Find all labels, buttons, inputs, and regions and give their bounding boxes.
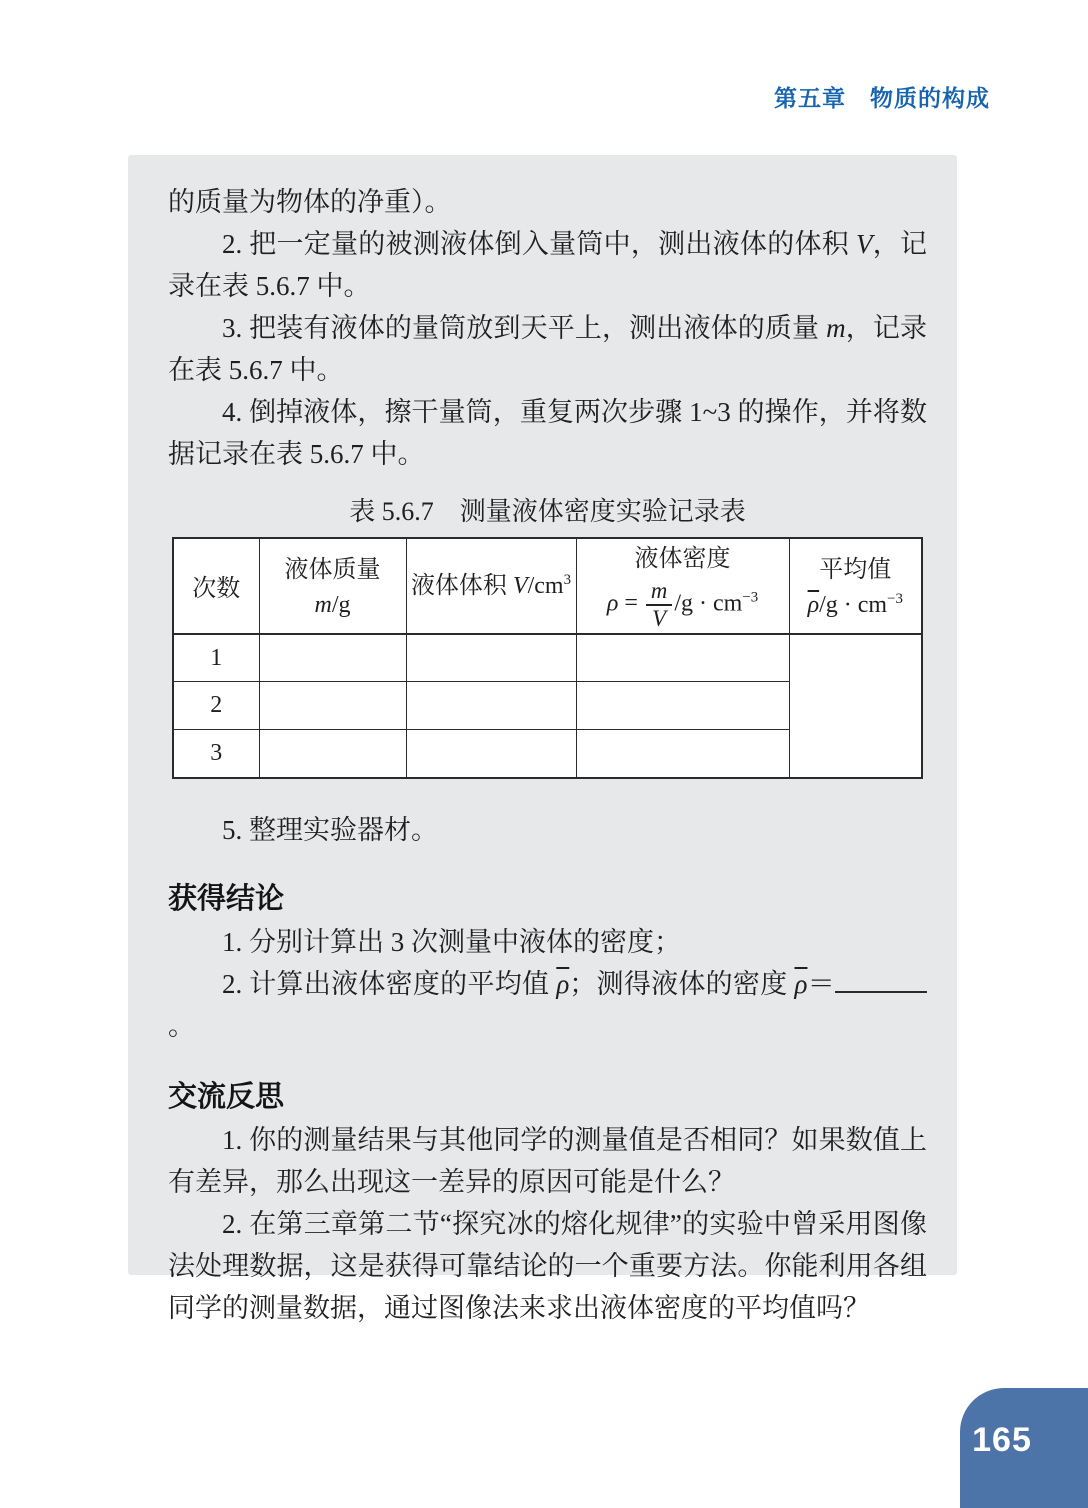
table-row-1 xyxy=(173,634,922,682)
header-volume-formula xyxy=(411,568,572,604)
conclusion-item-2 xyxy=(168,963,927,1047)
step-2-text-end: ，记录在表 5.6.7 中。 xyxy=(168,229,928,301)
rho-bar-symbol: $\overline{\rho}$ xyxy=(794,968,808,999)
chapter-header: 第五章 物质的构成 xyxy=(774,85,990,111)
reflection-item-2: 2. 在第三章第二节“探究冰的熔化规律”的实验中曾采用图像法处理数据，这是获得可靠结论的一个重要方法。你能利用各组同学的测量数据，通过图像法来求出液体密度的平均值吗？ xyxy=(168,1208,927,1323)
row-2-mass-cell xyxy=(259,682,406,730)
volume-unit: /cm xyxy=(527,572,564,599)
header-density-formula xyxy=(581,579,785,631)
table-header-row xyxy=(173,538,922,634)
section-heading-reflection: 交流反思 xyxy=(168,1080,285,1113)
conclusion-item-2-text: 2. 计算出液体密度的平均值 xyxy=(222,968,557,999)
equals-sign: ＝ xyxy=(807,968,836,999)
row-2-volume-cell xyxy=(406,682,576,730)
rho-bar-symbol: $\overline{\rho}$ xyxy=(807,591,820,618)
row-1-mass-cell xyxy=(259,634,406,682)
step-3-text: 3. 把装有液体的量筒放到天平上，测出液体的质量 xyxy=(222,313,827,343)
step-2-text: 2. 把一定量的被测液体倒入量筒中，测出液体的体积 xyxy=(222,229,856,259)
equals-sign: = xyxy=(624,590,638,617)
paragraph-step-2 xyxy=(168,223,927,307)
rho-bar-symbol: $\overline{\rho}$ xyxy=(556,968,570,999)
page-number: 165 xyxy=(972,1420,1032,1459)
table-header-volume xyxy=(406,538,576,634)
volume-exponent: 3 xyxy=(563,571,572,588)
density-symbol: ρ xyxy=(606,590,619,617)
paragraph-step-3 xyxy=(168,307,927,391)
row-3-mass-cell xyxy=(259,730,406,778)
table-header-average xyxy=(789,538,922,634)
table-header-trial xyxy=(173,538,259,634)
conclusion-item-2-end: 。 xyxy=(168,1010,195,1041)
header-mass-title: 液体质量 xyxy=(284,556,381,583)
mass-symbol: m xyxy=(314,591,332,618)
average-exponent: −3 xyxy=(887,590,903,607)
density-unit: /g · cm xyxy=(674,590,743,617)
header-trial-label: 次数 xyxy=(192,576,241,603)
row-2-density-cell xyxy=(576,682,789,730)
variable-m: m xyxy=(826,313,846,343)
fraction-m-over-V xyxy=(646,579,672,631)
fraction-numerator: m xyxy=(650,578,668,603)
row-3-volume-cell xyxy=(406,730,576,778)
fraction-denominator: V xyxy=(652,605,667,631)
row-1-trial-number: 1 xyxy=(173,634,259,682)
volume-title: 液体体积 xyxy=(410,572,513,599)
paragraph-step-4: 4. 倒掉液体，擦干量筒，重复两次步骤 1~3 的操作，并将数据记录在表 5.6.7 中。 xyxy=(168,397,927,469)
volume-symbol: V xyxy=(512,572,528,599)
row-1-volume-cell xyxy=(406,634,576,682)
fill-in-blank-line xyxy=(835,966,927,993)
density-exponent: −3 xyxy=(742,589,759,606)
section-heading-conclusion: 获得结论 xyxy=(168,882,285,915)
header-average-title: 平均值 xyxy=(819,556,892,583)
header-mass-formula xyxy=(264,590,402,620)
row-3-density-cell xyxy=(576,730,789,778)
average-value-cell xyxy=(789,634,922,778)
paragraph-step-5: 5. 整理实验器材。 xyxy=(222,814,438,845)
paragraph-intro: 的质量为物体的净重）。 xyxy=(168,187,452,217)
conclusion-item-2-mid: ；测得液体的密度 xyxy=(569,968,795,999)
row-2-trial-number: 2 xyxy=(173,682,259,730)
mass-unit: /g xyxy=(331,591,351,618)
conclusion-item-1: 1. 分别计算出 3 次测量中液体的密度； xyxy=(222,926,681,957)
reflection-item-1: 1. 你的测量结果与其他同学的测量值是否相同？如果数值上有差异，那么出现这一差异的原因可能是什么？ xyxy=(168,1124,927,1197)
table-header-mass xyxy=(259,538,406,634)
row-1-density-cell xyxy=(576,634,789,682)
page-number-badge xyxy=(960,1388,1088,1508)
average-unit: /g · cm xyxy=(819,591,888,618)
variable-V: V xyxy=(855,229,873,259)
record-table xyxy=(172,537,923,779)
header-density-title: 液体密度 xyxy=(634,546,731,572)
content-panel xyxy=(128,155,957,1323)
header-average-formula xyxy=(794,590,918,620)
step-3-text-end: ，记录在表 5.6.7 中。 xyxy=(168,313,928,385)
table-header-density xyxy=(576,538,789,634)
table-caption: 表 5.6.7 测量液体密度实验记录表 xyxy=(349,497,746,526)
row-3-trial-number: 3 xyxy=(173,730,259,778)
